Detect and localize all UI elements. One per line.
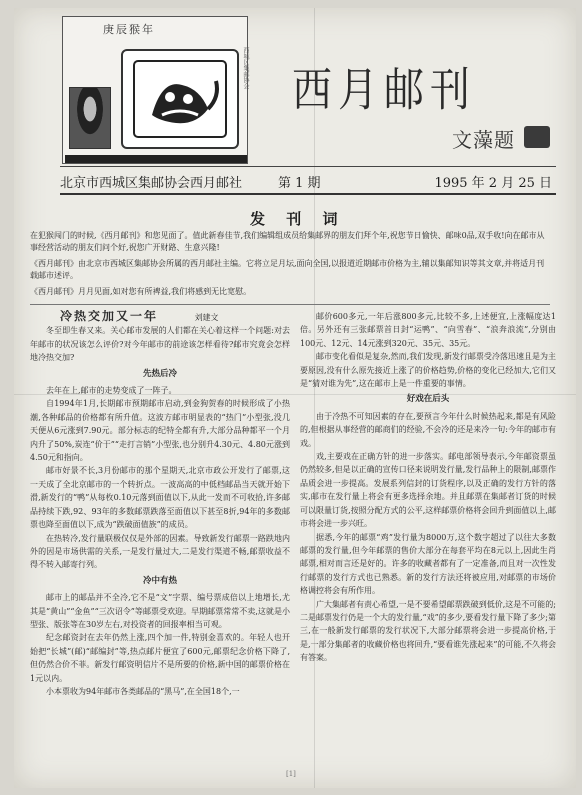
divider-top — [60, 166, 556, 167]
article-column-right — [300, 310, 556, 770]
article-paragraph: 戏,主要戏在正确方针的进一步落实。邮电部领导表示,今年邮资票虽仍然较多,但是以正确的宣传口径来说明发行量,发行品种上的限制,邮票作品质会进一步提高。发展系列信封的订货程序,以及正确的发行方针的落实,邮市在发行量上将会有更多选择余地。并且邮票在集邮者订货的时候可以限量订货,按照分配方式的公平,这样邮票价格将会回升到面值以上,邮市将会进一步兴旺。 — [300, 452, 556, 529]
editorial-paragraph-3: 《西月邮刊》月月见面,如对您有所裨益,我们将感到无比宽慰。 — [30, 287, 252, 296]
handwritten-signature: 文藻题 — [452, 128, 515, 152]
editorial-heading: 发 刊 词 — [250, 210, 346, 228]
article-author: 刘建文 — [194, 313, 219, 322]
article-paragraph: 去年在上,邮市的走势变成了一阵子。 — [46, 386, 177, 396]
subheading-1: 先热后冷 — [142, 368, 177, 379]
publication-bar — [60, 172, 556, 192]
article-intro: 冬至即生春又来。关心邮市发展的人们都在关心着这样一个问题:对去年邮市的状况该怎么评价?对今年邮市的前途该怎样看待?邮市究竟会怎样地冷热交加? — [30, 326, 290, 363]
newsletter-title: 西月邮刊 — [292, 64, 476, 117]
article-paragraph: 自1994年1月,长期邮市预期邮市启动,到金狗贺春的时候形成了小热潮,各种邮品的价格都有所升值。这波方邮市明显表的“热门”小型张,没几天便从6元涨到7.90元。部分标志的纪特全都有升,大部分品种都平一个月内升了50%,炭连“价于”“走打言销”小型张,也分别升4.30元、4.80元涨到4.50元和指向。 — [30, 399, 290, 463]
issue-number: 第 1 期 — [278, 176, 321, 191]
article-column-left — [30, 310, 290, 770]
portrait-image — [69, 87, 111, 149]
article-paragraph: 由于冷热不可知因素的存在,要预言今年什么时候热起来,都是有风险的,但根据从事经营的邮商们的经验,不会冷的还是来冷一句:今年的邮市有戏。 — [300, 411, 556, 448]
section-divider — [30, 304, 550, 305]
article-paragraph: 邮市好景不长,3月份邮市的那个星期天,北京市政公开发行了邮票,这一天成了全北京邮市的一个转折点。一波高高的中低档邮品当天就开始下滑,新发行的“鸭”从每枚0.10元落到面值以下,从此一发而不可收拾,许多邮品持续下跌,92、93年的多数邮票跌落至面值以下甚至8折,94年的多数邮票也降至面值以下,成为“跌破面值族”的成员。 — [30, 466, 290, 530]
article-title: 冷热交加又一年 — [60, 310, 159, 323]
masthead-caption: 庚辰猴年 — [103, 23, 155, 36]
article-paragraph: 小本票收为94年邮市各类邮品的“黑马”,在全国18个,一 — [46, 686, 240, 696]
subheading-2: 冷中有热 — [142, 575, 177, 586]
subheading-3: 好戏在后头 — [406, 394, 450, 405]
article-paragraph: 据悉,今年的邮票“鸡”发行量为8000万,这个数字超过了以往大多数邮票的发行量,但今年邮票的售价大部分在每套平均在8元以上,因此生肖邮票,相对而言还是好的。许多的收藏者都有了一定准备,而且对一次性发行邮票的发行方式也已熟悉。新的发行方法还将被应用,对邮票的市场价格调控将会有所作用。 — [300, 532, 556, 596]
article-paragraph: 广大集邮者有责心希望,一是不要希望邮票跌破到低价,这是不可能的;二是邮票发行仍是一个大的发行量,“戏”的多少,要看发行量下降了多少;第三,在一般新发行邮票的发行状况下,大部分邮票将会进一步提高价格,于是,一部分集邮者的收藏价格也将回升,“要看谁先涨起来”的可能,不久将会有答案。 — [300, 599, 556, 663]
page-number: [1] — [286, 770, 296, 778]
article-paragraph: 邮市上的邮品并不全冷,它不是“文”字票、编号票成倍以上地增长,尤其是“黄山”“金鱼”“三次诏令”等邮票受欢迎。早期邮票常常不卖,这就是小型张、版张等在30岁左右,对投资者的回报率相当可观。 — [30, 593, 290, 629]
masthead-side-text: 西城区集邮协会 — [242, 47, 249, 89]
divider-bottom — [60, 193, 556, 195]
article-paragraph: 邮市变化看似是复杂,然而,我们发现,新发行邮票受冷落迅速且是为主要原因,没有什么原先接近上涨了的价格趋势,价格的变化已经加大,它们又是“猜对谁为先”,这在邮市上是一件重要的事情。 — [300, 352, 556, 389]
monkey-seal-icon — [121, 49, 239, 149]
article-paragraph: 纪念邮资封在去年仍然上涨,四个加一件,特别金喜欢的。年轻人也开始把“长城”(邮)“邮编封”等,热点邮片便宜了600元,邮票纪念价格下降了,但仍然合价不菲。新发行邮资明信片不是所要的价格,新中国的邮票价格在1元以内。 — [30, 633, 290, 683]
masthead-emblem — [62, 16, 248, 164]
publisher-name: 北京市西城区集邮协会西月邮社 — [60, 176, 243, 191]
editorial-paragraph-1: 在犯猴闯门的时候,《西月邮刊》和您见面了。值此新春佳节,我们编辑组成员给集邮界的朋友们拜个年,祝您节日愉快、邮味0品,双手收!向在邮市从事经营活动的朋友们问个好,祝您广开财路、生意兴隆! — [30, 231, 545, 252]
masthead-footer-strip — [65, 155, 247, 163]
signature-seal-icon — [524, 126, 550, 148]
article-paragraph: 邮价600多元,一年后涨800多元,比较不多,上述便宜,上涨幅度达1倍。另外还有三张邮票首日封“运鸭”、“向雪春”、“浪奔浪流”,分别由100元、12元、14元涨到320元、35元、35元。 — [300, 312, 556, 348]
editorial-paragraph-2: 《西月邮刊》由北京市西城区集邮协会所属的西月邮社主编。它将立足月坛,面向全国,以报道近期邮市价格为主,辅以集邮知识等其文章,并将适月刊载邮市述评。 — [30, 259, 545, 280]
issue-date: 1995 年 2 月 25 日 — [434, 176, 552, 191]
article-paragraph: 在热转冷,发行量联极仅仅是外部的因素。导致新发行邮票一路跌地内外的因是市场供需的关系,一是发行量过大,二是发行渠道不畅,邮票收益不得不转入邮寄行列。 — [30, 533, 290, 570]
